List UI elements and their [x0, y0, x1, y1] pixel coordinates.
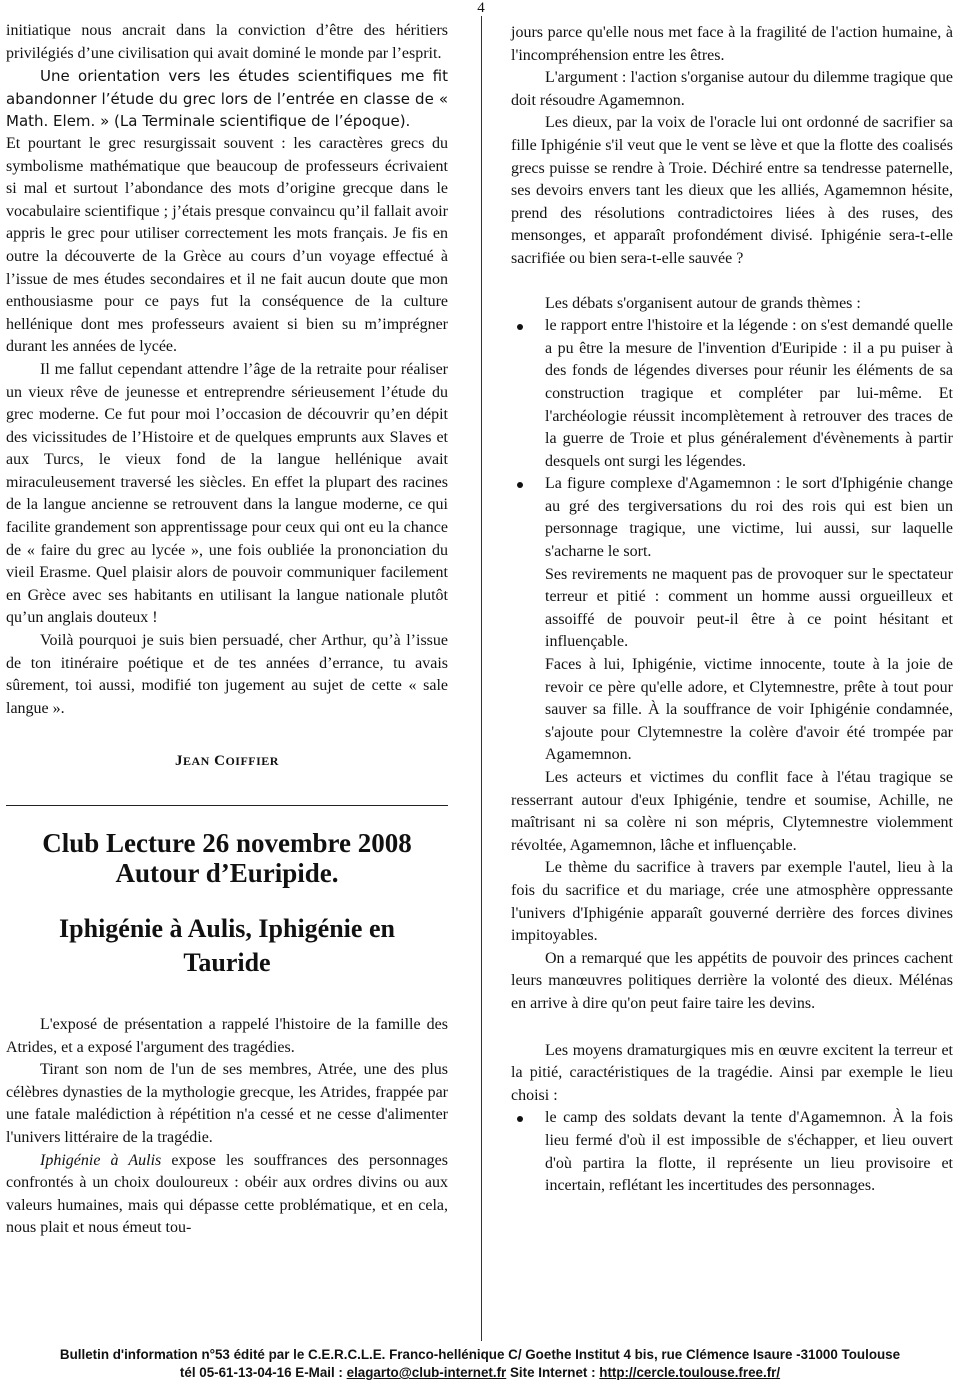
paragraph: [6, 1150, 448, 1240]
article-title: [6, 912, 448, 980]
list-item-text: Ses revirements ne maquent pas de provoquer sur le spectateur terreur et pitié : comment un homme aussi orgueilleux et assoiffé de pouvoir peut-il être à ce point hésitant et influençable.: [545, 565, 953, 651]
paragraph: Voilà pourquoi je suis bien persuadé, cher Arthur, qu’à l’issue de ton itinéraire poétique et de tes années d’errance, tu avais sûrement, toi aussi, modifié ton jugement au sujet de cette « sale langue ».: [6, 632, 448, 717]
paragraph: initiatique nous ancrait dans la conviction d’être des héritiers privilégiés d’une civilisation qui avait dominé le monde par l’esprit.: [6, 22, 448, 62]
bullet-icon: [517, 324, 523, 330]
page-number: 4: [477, 0, 485, 16]
article-title-line: Iphigénie à Aulis, Iphigénie en: [59, 914, 395, 943]
paragraph: L'argument : l'action s'organise autour du dilemme tragique que doit résoudre Agamemnon.: [511, 69, 953, 109]
author-initial: J: [175, 753, 184, 770]
author-rest: OIFFIER: [225, 754, 279, 769]
article-title-line: Tauride: [183, 948, 271, 977]
list-item: [511, 1107, 953, 1197]
footer-site-label: Site Internet :: [506, 1365, 600, 1380]
section-title-line: Autour d’Euripide.: [115, 858, 339, 888]
paragraph: jours parce qu'elle nous met face à la fragilité de l'action humaine, à l'incompréhension entre les êtres.: [511, 24, 953, 64]
author-rest: EAN: [183, 754, 210, 769]
paragraph: Le thème du sacrifice à travers par exemple l'autel, lieu à la fois du sacrifice et du mariage, crée une atmosphère oppressante l'univers d'Iphigénie apparaît gouverné derrière des forces divines impitoyables.: [511, 859, 953, 945]
email-link[interactable]: elagarto@club-internet.fr: [346, 1365, 507, 1380]
spacer: [511, 1016, 953, 1040]
spacer: [511, 271, 953, 293]
author-signature: [6, 750, 448, 773]
list-item-text: Faces à lui, Iphigénie, victime innocente, toute à la joie de revoir ce père qu'elle adore, et Clytemnestre, prête à tout pour sauver sa fille. À la souffrance de voir Iphigénie condamnée, s'ajoute pour Clytemnestre la colère d'avoir été trompée par Agamemnon.: [545, 656, 953, 764]
paragraph: Et pourtant le grec resurgissait souvent : les caractères grecs du symbolisme mathématique que beaucoup de professeurs écrivaient si mal et surtout l’abondance des mots d’origine grecque dans le vocabulaire scientifique ; j’étais presque convaincu qu’il fallait avoir appris le grec pour utiliser correctement les mots français. Je fis en outre la découverte de la Grèce au cours d’un voyage effectué à l’issue de mes études secondaires et il ne fait aucun doute que mon enthousiasme pour ce pays fut la conséquence de la culture hellénique dont mes professeurs avaient si bien su m’imprégner durant les années de lycée.: [6, 134, 448, 356]
paragraph: Les acteurs et victimes du conflit face à l'étau tragique se resserrant autour d'eux Iphigénie, tendre et soumise, Achille, ne maîtrisant ni sa colère ni son mépris, Clytemnestre violemment révoltée, Agamemnon, lâche et influençable.: [511, 769, 953, 854]
bullet-list: [511, 315, 953, 767]
paragraph: Une orientation vers les études scientifiques me fit abandonner l’étude du grec lors de l’entrée en classe de « Math. Elem. » (La Terminale scientifique de l’époque).: [6, 67, 448, 131]
paragraph: Il me fallut cependant attendre l’âge de la retraite pour réaliser un vieux rêve de jeunesse et entreprendre sérieusement l’étude du grec moderne. Ce fut pour moi l’occasion de découvrir qu’en dépit des vicissitudes de l’Histoire et de quelques emprunts aux Slaves et aux Turcs, le vieux fond de la langue hellénique avait miraculeusement traversé les siècles. En effet la plupart des racines de la langue ancienne se retrouvent dans la langue moderne, ce qui facilite grandement son apprentissage pour ceux qui ont eu la chance de « faire du grec au lycée », une fois oubliée la prononciation du vieil Erasme. Quel plaisir alors de pouvoir communiquer facilement en Grèce avec ses habitants en utilisant la langue nationale plutôt qu’un anglais douteux !: [6, 360, 448, 627]
page-footer: [0, 1346, 960, 1382]
paragraph: L'exposé de présentation a rappelé l'histoire de la famille des Atrides, et a exposé l'argument des tragédies.: [6, 1016, 448, 1056]
paragraph: On a remarqué que les appétits de pouvoir des princes cachent leurs manœuvres politiques derrière la volonté des dieux. Mélénas en arrive à dire qu'on peut faire taire les devins.: [511, 949, 953, 1012]
website-link[interactable]: http://cercle.toulouse.free.fr/: [599, 1365, 781, 1380]
paragraph: Les débats s'organisent autour de grands thèmes :: [545, 294, 861, 312]
footer-contact: [0, 1364, 960, 1382]
section-rule: [6, 805, 448, 806]
right-column: [511, 22, 953, 1198]
bullet-list: [511, 1107, 953, 1197]
list-item-text: La figure complexe d'Agamemnon : le sort d'Iphigénie change au gré des tergiversations du roi des rois qui est bien un personnage tragique, une victime, lui aussi, sur laquelle s'acharne le sort.: [545, 475, 953, 561]
footer-tel: tél 05-61-13-04-16 E-Mail :: [179, 1365, 347, 1380]
play-title-italic: Iphigénie à Aulis: [40, 1151, 162, 1169]
list-item-text: le camp des soldats devant la tente d'Agamemnon. À la fois lieu fermé d'où il est impossible de s'échapper, et lieu ouvert d'où partira la flotte, il représente un lieu provisoire et incertain, reflétant les incertitudes des personnages.: [545, 1109, 953, 1195]
paragraph: Les dieux, par la voix de l'oracle lui ont ordonné de sacrifier sa fille Iphigénie s'il veut que le vent se lève et que la flotte des coalisés grecs puisse se rendre à Troie. Déchiré entre sa tendresse paternelle, ses devoirs envers tant les dieux que les alliés, Agamemnon hésite, prend des résolutions contradictoires liées à des ruses, des mensonges, et apparaît profondément divisé. Iphigénie sera-t-elle sacrifiée ou bien sera-t-elle sauvée ?: [511, 114, 953, 267]
paragraph: Tirant son nom de l'un de ses membres, Atrée, une des plus célèbres dynasties de la mythologie grecque, les Atrides, frappée par une fatale malédiction à répétition n'a cessé et ne cesse d'alimenter l'univers littéraire de la tragédie.: [6, 1061, 448, 1146]
column-divider: [481, 16, 482, 1341]
section-title: [6, 828, 448, 888]
bullet-icon: [517, 482, 523, 488]
section-title-line: Club Lecture 26 novembre 2008: [42, 828, 412, 858]
paragraph: Les moyens dramaturgiques mis en œuvre excitent la terreur et la pitié, caractéristiques de la tragédie. Ainsi par exemple le lieu choisi :: [511, 1041, 953, 1104]
author-initial: C: [214, 753, 226, 770]
list-item: [511, 473, 953, 767]
bullet-icon: [517, 1116, 523, 1122]
list-item: [511, 315, 953, 473]
list-item-text: le rapport entre l'histoire et la légende : on s'est demandé quelle a pu être la mesure de l'invention d'Euripide : il a pu puiser à des fonds de légendes diverses pour réunir les éléments de sa construction tragique et compléter par lui-même. Et l'archéologie réussit incomplètement à retrouver des traces de la guerre de Troie et plus généralement d'évènements à partir desquels ont surgi les légendes.: [545, 317, 953, 470]
footer-line: Bulletin d'information n°53 édité par le C.E.R.C.L.E. Franco-hellénique C/ Goethe Institut 4 bis, rue Clémence Isaure -31000 Toulouse: [59, 1347, 901, 1362]
left-column: [6, 20, 448, 1240]
paragraph-text: expose les souffrances des personnages confrontés à un choix douloureux : obéir aux ordres divins ou aux valeurs humaines, mais qui dépasse cette problématique, et en cela, nous plait et nous émeut tou-: [6, 1151, 448, 1237]
